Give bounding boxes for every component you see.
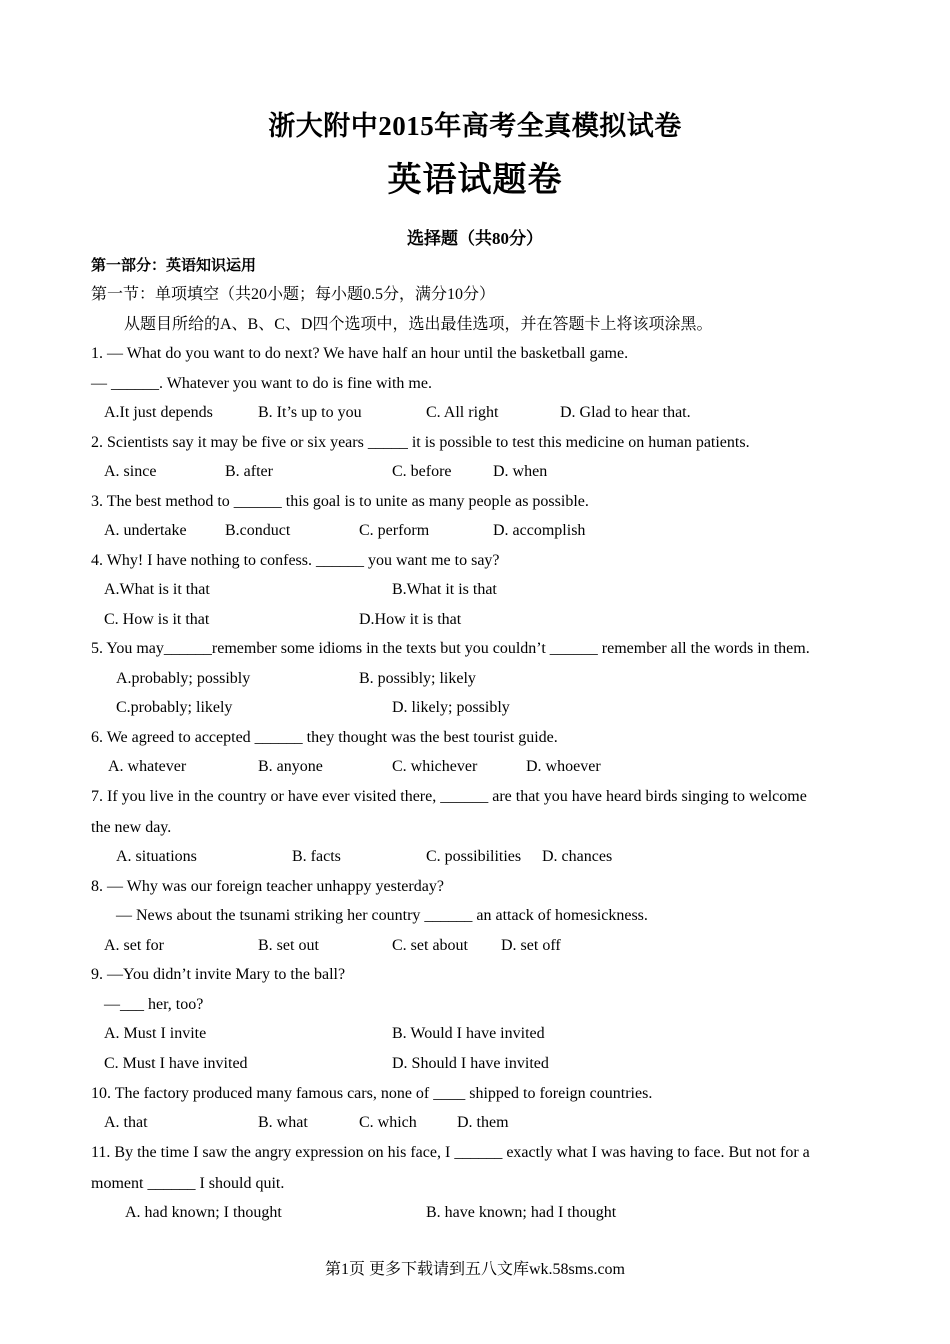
question-10-option-d[interactable]: D. them [457, 1114, 509, 1131]
question-2-option-b[interactable]: B. after [225, 463, 273, 480]
question-10-option-b[interactable]: B. what [258, 1114, 308, 1131]
question-10-option-c[interactable]: C. which [359, 1114, 417, 1131]
question-5-option-b[interactable]: B. possibly; likely [359, 670, 476, 687]
question-11-stem: 11. By the time I saw the angry expression on his face, I ______ exactly what I was having to face. But not for a [91, 1144, 810, 1161]
question-11-option-b[interactable]: B. have known; had I thought [426, 1204, 617, 1221]
question-8-reply: — News about the tsunami striking her country ______ an attack of homesickness. [116, 907, 648, 924]
question-1-reply: — ______. Whatever you want to do is fine with me. [91, 375, 432, 392]
question-1-option-d[interactable]: D. Glad to hear that. [560, 404, 691, 421]
question-1-option-b[interactable]: B. It’s up to you [258, 404, 362, 421]
question-11-option-a[interactable]: A. had known; I thought [125, 1204, 282, 1221]
question-6-option-c[interactable]: C. whichever [392, 758, 478, 775]
question-9-option-c[interactable]: C. Must I have invited [104, 1055, 248, 1072]
part-title: 第一部分：英语知识运用 [91, 258, 257, 274]
question-7-option-d[interactable]: D. chances [542, 848, 613, 865]
question-10-option-a[interactable]: A. that [104, 1114, 148, 1131]
question-4-option-a[interactable]: A.What is it that [104, 581, 210, 598]
question-1-option-c[interactable]: C. All right [426, 404, 499, 421]
question-9-stem: 9. —You didn’t invite Mary to the ball? [91, 966, 346, 983]
question-6-stem: 6. We agreed to accepted ______ they thought was the best tourist guide. [91, 729, 558, 746]
question-2-option-d[interactable]: D. when [493, 463, 548, 480]
question-9-reply: —___ her, too? [104, 996, 204, 1013]
question-7-option-a[interactable]: A. situations [116, 848, 197, 865]
question-2-stem: 2. Scientists say it may be five or six years _____ it is possible to test this medicine on human patients. [91, 434, 750, 451]
instruction-text: 从题目所给的A、B、C、D四个选项中，选出最佳选项，并在答题卡上将该项涂黑。 [124, 316, 713, 333]
question-7-stem-cont: the new day. [91, 819, 172, 836]
question-6-option-d[interactable]: D. whoever [526, 758, 601, 775]
section-title: 选择题（共80分） [407, 229, 543, 248]
question-10-stem: 10. The factory produced many famous cars, none of ____ shipped to foreign countries. [91, 1085, 653, 1102]
question-3-option-a[interactable]: A. undertake [104, 522, 187, 539]
question-3-option-c[interactable]: C. perform [359, 522, 430, 539]
subsection-title: 第一节：单项填空（共20小题；每小题0.5分，满分10分） [91, 286, 496, 303]
question-2-option-a[interactable]: A. since [104, 463, 157, 480]
question-3-option-d[interactable]: D. accomplish [493, 522, 586, 539]
question-5-option-c[interactable]: C.probably; likely [116, 699, 233, 716]
question-11-stem-cont: moment ______ I should quit. [91, 1175, 285, 1192]
question-5-option-d[interactable]: D. likely; possibly [392, 699, 510, 716]
question-8-option-b[interactable]: B. set out [258, 937, 319, 954]
question-8-stem: 8. — Why was our foreign teacher unhappy yesterday? [91, 878, 444, 895]
question-4-option-b[interactable]: B.What it is that [392, 581, 497, 598]
question-5-option-a[interactable]: A.probably; possibly [116, 670, 251, 687]
question-4-stem: 4. Why! I have nothing to confess. ______ you want me to say? [91, 552, 500, 569]
question-4-option-d[interactable]: D.How it is that [359, 611, 462, 628]
question-4-option-c[interactable]: C. How is it that [104, 611, 210, 628]
question-8-option-d[interactable]: D. set off [501, 937, 561, 954]
question-8-option-a[interactable]: A. set for [104, 937, 164, 954]
page-footer: 第1页 更多下载请到五八文库wk.58sms.com [324, 1261, 625, 1278]
question-9-option-b[interactable]: B. Would I have invited [392, 1025, 545, 1042]
question-3-option-b[interactable]: B.conduct [225, 522, 291, 539]
question-9-option-a[interactable]: A. Must I invite [104, 1025, 207, 1042]
question-1-stem: 1. — What do you want to do next? We have half an hour until the basketball game. [91, 345, 629, 362]
question-6-option-b[interactable]: B. anyone [258, 758, 323, 775]
question-1-option-a[interactable]: A.It just depends [104, 404, 213, 421]
question-2-option-c[interactable]: C. before [392, 463, 452, 480]
question-7-stem: 7. If you live in the country or have ever visited there, ______ are that you have heard birds singing to welcome [91, 788, 807, 805]
question-9-option-d[interactable]: D. Should I have invited [392, 1055, 549, 1072]
exam-subtitle: 英语试题卷 [387, 162, 563, 199]
question-8-option-c[interactable]: C. set about [392, 937, 468, 954]
question-7-option-c[interactable]: C. possibilities [426, 848, 522, 865]
question-7-option-b[interactable]: B. facts [292, 848, 341, 865]
exam-title: 浙大附中2015年高考全真模拟试卷 [268, 111, 682, 141]
question-3-stem: 3. The best method to ______ this goal is to unite as many people as possible. [91, 493, 589, 510]
question-5-stem: 5. You may______remember some idioms in the texts but you couldn’t ______ remember all the words in them. [91, 640, 810, 657]
question-6-option-a[interactable]: A. whatever [108, 758, 187, 775]
